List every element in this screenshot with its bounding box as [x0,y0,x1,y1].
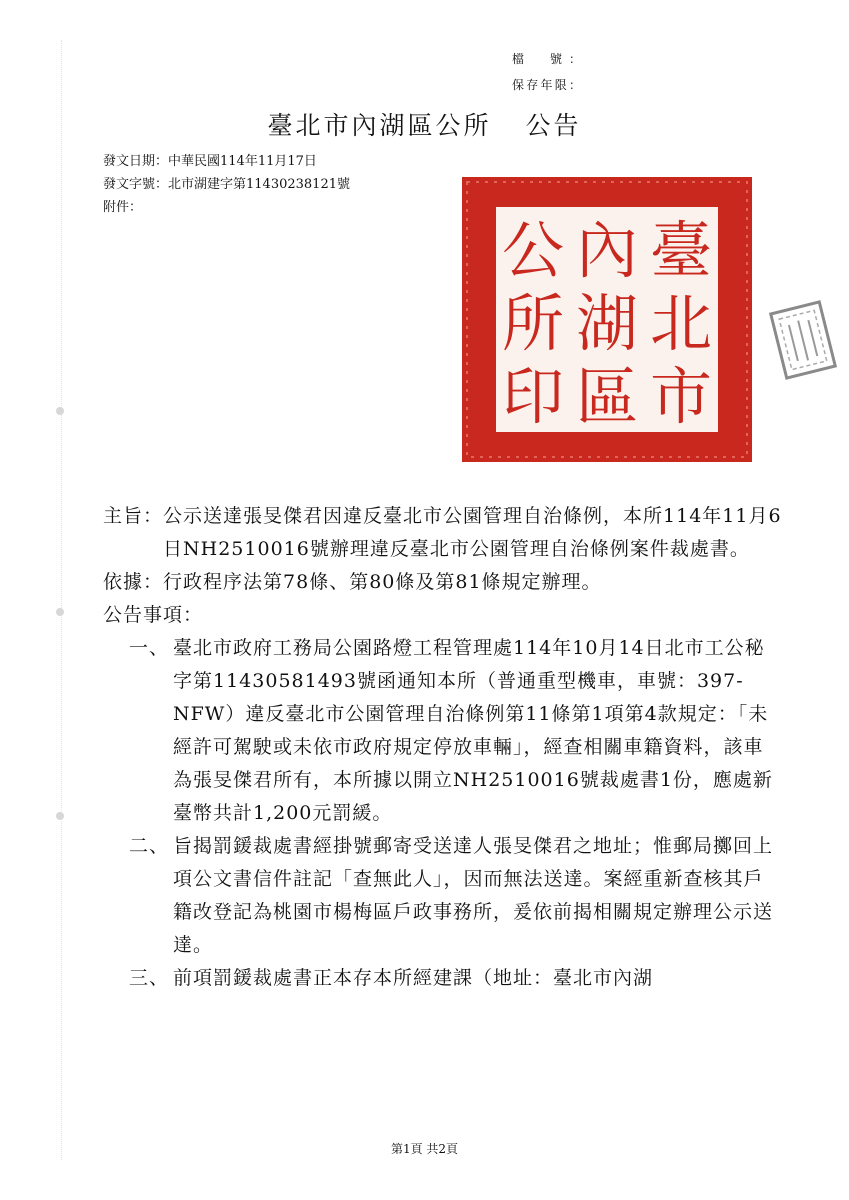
announcement-item [129,830,783,962]
seal-glyph: 所 [501,287,565,360]
binding-margin-line [61,40,62,1160]
announcement-item [129,962,783,995]
announcement-item [129,632,783,830]
binding-hole-mark [56,407,64,415]
item-number: 二、 [129,835,170,857]
seal-glyph: 北 [649,287,713,360]
issue-meta-block [103,150,350,219]
receipt-stamp [767,298,839,381]
agency-name: 臺北市內湖區公所 [267,111,492,140]
binding-hole-mark [56,608,64,616]
attachment-line: 附件： [103,200,143,215]
binding-hole-mark [56,812,64,820]
seal-glyph: 市 [649,360,713,433]
announcement-body [103,500,783,995]
item-number: 一、 [129,637,170,659]
issue-date-line: 發文日期：中華民國114年11月17日 [103,154,317,169]
item-text: 臺北市政府工務局公園路燈工程管理處114年10月14日北市工公秘字第11430581493號函通知本所（普通重型機車，車號：397-NFW）違反臺北市公園管理自治條例第11條第1項第4款規定：「未經許可駕駛或未依市政府規定停放車輛」，經查相關車籍資料，該車為張旻傑君所有，本所據以開立NH2510016號裁處書1份，應處新臺幣共計1,200元罰緩。 [173,637,773,824]
item-number: 三、 [129,967,170,989]
page-number: 第1頁 共2頁 [390,1142,459,1156]
items-heading: 公告事項： [103,604,204,626]
file-meta-block [512,46,582,98]
seal-glyph: 臺 [649,214,713,287]
retention-label: 保存年限： [512,78,582,92]
file-number-label: 檔 號： [512,52,582,66]
basis-label: 依據： [103,571,164,593]
document-type: 公告 [525,111,582,140]
document-title [0,106,849,142]
seal-glyph: 區 [575,360,639,433]
seal-glyph: 內 [575,214,639,287]
basis-text: 行政程序法第78條、第80條及第81條規定辦理。 [163,571,602,593]
subject-label: 主旨： [103,505,164,527]
seal-glyph: 公 [501,214,565,287]
item-text: 旨揭罰鍰裁處書經掛號郵寄受送達人張旻傑君之地址；惟郵局擲回上項公文書信件註記「查無此人」，因而無法送達。案經重新查核其戶籍改登記為桃園市楊梅區戶政事務所，爰依前揭相關規定辦理公示送達。 [173,835,774,956]
official-seal [462,177,752,462]
subject-paragraph [103,500,783,566]
file-number-row [512,46,582,72]
item-text: 前項罰鍰裁處書正本存本所經建課（地址：臺北市內湖 [173,967,654,989]
seal-glyph: 湖 [575,287,639,360]
basis-paragraph [103,566,783,599]
issue-reference-line: 發文字號：北市湖建字第11430238121號 [103,177,350,192]
subject-text: 公示送達張旻傑君因違反臺北市公園管理自治條例，本所114年11月6日NH2510016號辦理違反臺北市公園管理自治條例案件裁處書。 [163,505,782,560]
seal-glyph: 印 [501,360,565,433]
retention-row [512,72,582,98]
